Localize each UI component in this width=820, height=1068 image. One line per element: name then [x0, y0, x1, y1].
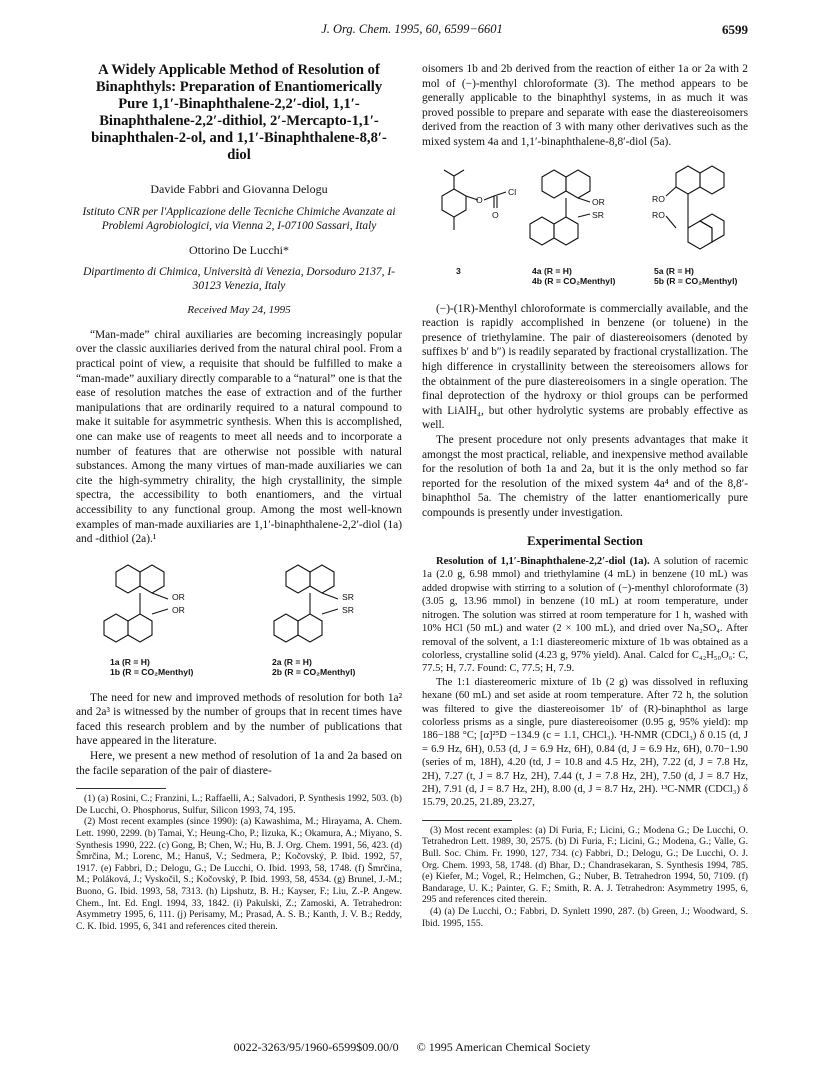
footnote-3: (3) Most recent examples: (a) Di Furia, F.; Licini, G.; Modena G.; De Lucchi, O. Tetrahedron Lett. 1989, 30, 2575. (b) Di Furia, F.; Licini, G.; Modena, G.; Valle, G. Bull. Soc. Chim. Fr. 1990, 127, 734. (c) Fabbri, D.; Delogu, G.; De Lucchi, O. J. Org. Chem. 1993, 58, 1748. (d) Bhar, D.; Chandrasekaran, S. Synthesis 1994, 785. (e) Kiefer, M.; Vogel, R.; Helmchen, G.; Nuber, B. Tetrahedron 1994, 50, 7109. (f) Bandarage, U. K.; Painter, G. F.; Smith, R. A. J. Tetrahedron: Asymmetry 1995, 6, 295 and references cited therein.	[422, 824, 748, 906]
procedure-paragraph-1: A solution of racemic 1a (2.0 g, 6.98 mmol) and triethylamine (4 mL) in benzene (10 mL) was added dropwise with stirring to a solution of (−)-menthyl chloroformate (3) (3.05 g, 13.96 mmol) in benzene (10 mL) at room temperature, under nitrogen. The solution was stirred at room temperature for 1 h, washed with 10% HCl (50 mL) and water (2 × 100 mL), and dried over Na₂SO₄. After removal of the solvent, a 1:1 diastereomeric mixture of 1b was obtained as a colorless, crystalline solid (4.23 g, 97% yield). Anal. Calcd for C₄₂H₅₀O₆: C, 77.5; H, 7.7. Found: C, 77.5; H, 7.9.	[422, 556, 748, 675]
footnote-rule	[76, 788, 166, 789]
procedure-paragraph-2: The 1:1 diastereomeric mixture of 1b (2 g) was dissolved in refluxing hexane (60 mL) and set aside at room temperature. After 72 h, the solution was filtered to give the diastereoisomer 1b′ of (R)-binaphthol as large colorless prisms as a single, pure diastereoisomer (0.95 g, 95% yield): mp 186−188 °C; [α]²⁵D −134.9 (c = 1.1, CHCl₃). ¹H-NMR (CDCl₃) δ 0.15 (d, J = 6.9 Hz, 6H), 0.53 (d, J = 6.9 Hz, 6H), 0.84 (d, J = 6.9 Hz, 6H), 0.70−1.90 (series of m, 18H), 4.20 (td, J = 10.8 and 4.5 Hz, 2H), 7.22 (d, J = 7.8 Hz, 2H), 7.27 (t, J = 8.7 Hz, 2H), 7.44 (t, J = 7.8 Hz, 2H), 7.50 (d, J = 8.7 Hz, 2H), 7.91 (d, J = 8.7 Hz, 2H), 8.00 (d, J = 8.7 Hz, 2H). ¹³C-NMR (CDCl₃) δ 15.79, 20.25, 21.89, 23.27,	[422, 676, 748, 809]
experimental-text	[422, 555, 748, 810]
body-paragraph-1: oisomers 1b and 2b derived from the reaction of either 1a or 2a with 2 mol of (−)-menthyl chloroformate (3). The method appears to be generally applicable to the binaphthyl systems, in as much it was proved possible to prepare and separate with ease the diastereoisomers derived from the reaction of 3 with many other derivatives such as the mixed system 4a and 1,1′-binaphthalene-8,8′-diol (5a).	[422, 63, 748, 148]
compound-label-1b: 1b (R = CO₂Menthyl)	[110, 666, 194, 677]
experimental-heading: Experimental Section	[527, 534, 643, 549]
substituent-ro-1: RO	[652, 193, 665, 204]
right-column	[422, 62, 748, 929]
footnote-1: (1) (a) Rosini, C.; Franzini, L.; Raffaelli, A.; Salvadori, P. Synthesis 1992, 503. (b) De Lucchi, O. Phosphorus, Sulfur, Silicon 1993, 74, 195.	[76, 793, 402, 816]
intro-paragraph-2: The need for new and improved methods of resolution for both 1a² and 2a³ is witnessed by the number of groups that in recent times have faced this research problem and by the number of publications that have appeared in the literature.	[76, 691, 402, 748]
compound-label-5b: 5b (R = CO₂Menthyl)	[654, 275, 738, 286]
compound-label-4b: 4b (R = CO₂Menthyl)	[532, 275, 616, 286]
copyright: © 1995 American Chemical Society	[416, 1040, 591, 1054]
substituent-sr: SR	[592, 209, 604, 220]
procedure-title: Resolution of 1,1′-Binaphthalene-2,2′-diol (1a).	[436, 556, 650, 568]
footnotes-left	[76, 793, 402, 932]
compound-label-5a: 5a (R = H)	[654, 265, 694, 276]
atom-o-carbonyl: O	[492, 209, 499, 220]
body-paragraph-2: (−)-(1R)-Menthyl chloroformate is commercially available, and the reaction is rapidly accomplished in benzene (or toluene) in the presence of triethylamine. The pair of diastereoisomers (denoted by suffixes b′ and b″) is readily separated by fractional crystallization. The high difference in crystallinity between the stereoisomers allows for the obtainment of the pure diastereoisomers in a single operation. The final deprotection of the hydroxy or thiol groups can be performed with LiAlH₄, but other hydrolytic systems are probably effective as well.	[422, 302, 748, 432]
affiliation-1: Istituto CNR per l'Applicazione delle Tecniche Chimiche Avanzate ai Problemi Agrobiologici, via Vienna 2, I-07100 Sassari, Italy	[82, 205, 396, 232]
substituent-or: OR	[592, 196, 605, 207]
running-header	[76, 22, 748, 42]
compound-label-2a: 2a (R = H)	[272, 656, 312, 667]
footnotes-right	[422, 825, 748, 929]
author-line-2: Ottorino De Lucchi*	[189, 242, 289, 257]
article-title: A Widely Applicable Method of Resolution of Binaphthyls: Preparation of Enantiomerically Pure 1,1′-Binaphthalene-2,2′-diol, 1,1′-Binaphthalene-2,2′-dithiol, 2′-Mercapto-1,1′-binaphthalen-2-ol, and 1,1′-Binaphthalene-8,8′-diol	[91, 62, 387, 163]
atom-cl: Cl	[508, 186, 517, 197]
compound-label-3: 3	[456, 265, 461, 276]
compound-label-4a: 4a (R = H)	[532, 265, 572, 276]
substituent-ro-2: RO	[652, 209, 665, 220]
page-footer	[76, 1040, 748, 1055]
page-number: 6599	[722, 22, 748, 37]
footnote-2: (2) Most recent examples (since 1990): (a) Kawashima, M.; Hirayama, A. Chem. Lett. 1990, 2299. (b) Tamai, Y.; Heung-Cho, P.; Iizuka, K.; Okamura, A.; Miyano, S. Synthesis 1990, 222. (c) Gong, B; Chen, W.; Hu, B. J. Org. Chem. 1991, 56, 423. (d) Šmrčina, M.; Lorenc, M.; Hanuš, V.; Sedmera, P.; Kočovský, P. Ibid. 1992, 57, 1917. (e) Fabbri, D.; Delogu, G.; De Lucchi, O. Ibid. 1993, 58, 1748. (f) Šmrčina, M.; Poláková, J.; Vyskočil, S.; Kočovský, P. Ibid. 1993, 58, 4534. (g) Brunel, J.-M.; Buono, G. Ibid. 1993, 58, 7313. (h) Lipshutz, B. H.; Kayser, F.; Liu, Z.-P. Angew. Chem., Int. Ed. Engl. 1994, 33, 1842. (i) Pakulski, Z.; Zamoski, A. Tetrahedron: Asymmetry 1995, 6, 111. (j) Perisamy, M.; Prasad, A. S. B.; Kanth, J. V. B.; Reddy, C. K. Ibid. 1995, 6, 341 and references cited therein.	[76, 816, 402, 932]
intro-paragraph-1: “Man-made” chiral auxiliaries are becoming increasingly popular over the classic auxiliaries derived from the natural chiral pool. From a practical point of view, a requisite that should be fulfilled to make a “man-made” auxiliary directly comparable to a “natural” one is that the ease of resolution matches the ease of extraction and of the further manipulations that are ordinarily required to a natural compound to make it suitable for asymmetric synthesis. When this is accomplished, one can make use of reagents to meet all needs and to incorporate a number of features that are otherwise not possible with natural substances. Among the many virtues of man-made auxiliaries we can cite the high-symmetry chirality, the high crystallinity, the simple spectra, the accessibility to both enantiomers, and the virtual accessibility to any functional group. Among the most well-known examples of man-made auxiliaries are 1,1′-binaphthalene-2,2′-diol (1a) and -dithiol (2a).¹	[76, 328, 402, 546]
journal-citation: J. Org. Chem. 1995, 60, 6599−6601	[321, 22, 503, 36]
compound-structures	[422, 162, 748, 268]
compound-label-2b: 2b (R = CO₂Menthyl)	[272, 666, 356, 677]
figure-compounds-3-4-5	[422, 162, 748, 290]
substituent-or-1: OR	[172, 591, 185, 602]
footnote-rule-right	[422, 820, 512, 821]
received-date: Received May 24, 1995	[187, 304, 291, 317]
intro-paragraph-3: Here, we present a new method of resolution of 1a and 2a based on the facile separation of the pair of diastere-	[76, 750, 402, 777]
affiliation-2: Dipartimento di Chimica, Università di Venezia, Dorsoduro 2137, I-30123 Venezia, Italy	[83, 266, 395, 293]
left-column	[76, 62, 402, 932]
substituent-sr-2: SR	[342, 604, 354, 615]
substituent-sr-1: SR	[342, 591, 354, 602]
substituent-or-2: OR	[172, 604, 185, 615]
article-code: 0022-3263/95/1960-6599$09.00/0	[233, 1040, 399, 1054]
author-line-1: Davide Fabbri and Giovanna Delogu	[150, 182, 328, 196]
body-paragraph-3: The present procedure not only presents advantages that make it amongst the most practical, reliable, and inexpensive method available for the resolution of both 1a and 2a, but it is the only method so far reported for the resolution of the mixed system 4a⁴ and of the 8,8′-binaphthol 5a. The chemistry of the latter enantiomerically pure compounds is presently under investigation.	[422, 433, 748, 519]
figure-binaphthyls-1-2	[76, 559, 402, 679]
compound-label-1a: 1a (R = H)	[110, 656, 150, 667]
atom-o-ester: O	[476, 194, 483, 205]
footnote-4: (4) (a) De Lucchi, O.; Fabbri, D. Synlett 1990, 287. (b) Green, J.; Woodward, S. Ibid. 1995, 155.	[422, 905, 748, 929]
